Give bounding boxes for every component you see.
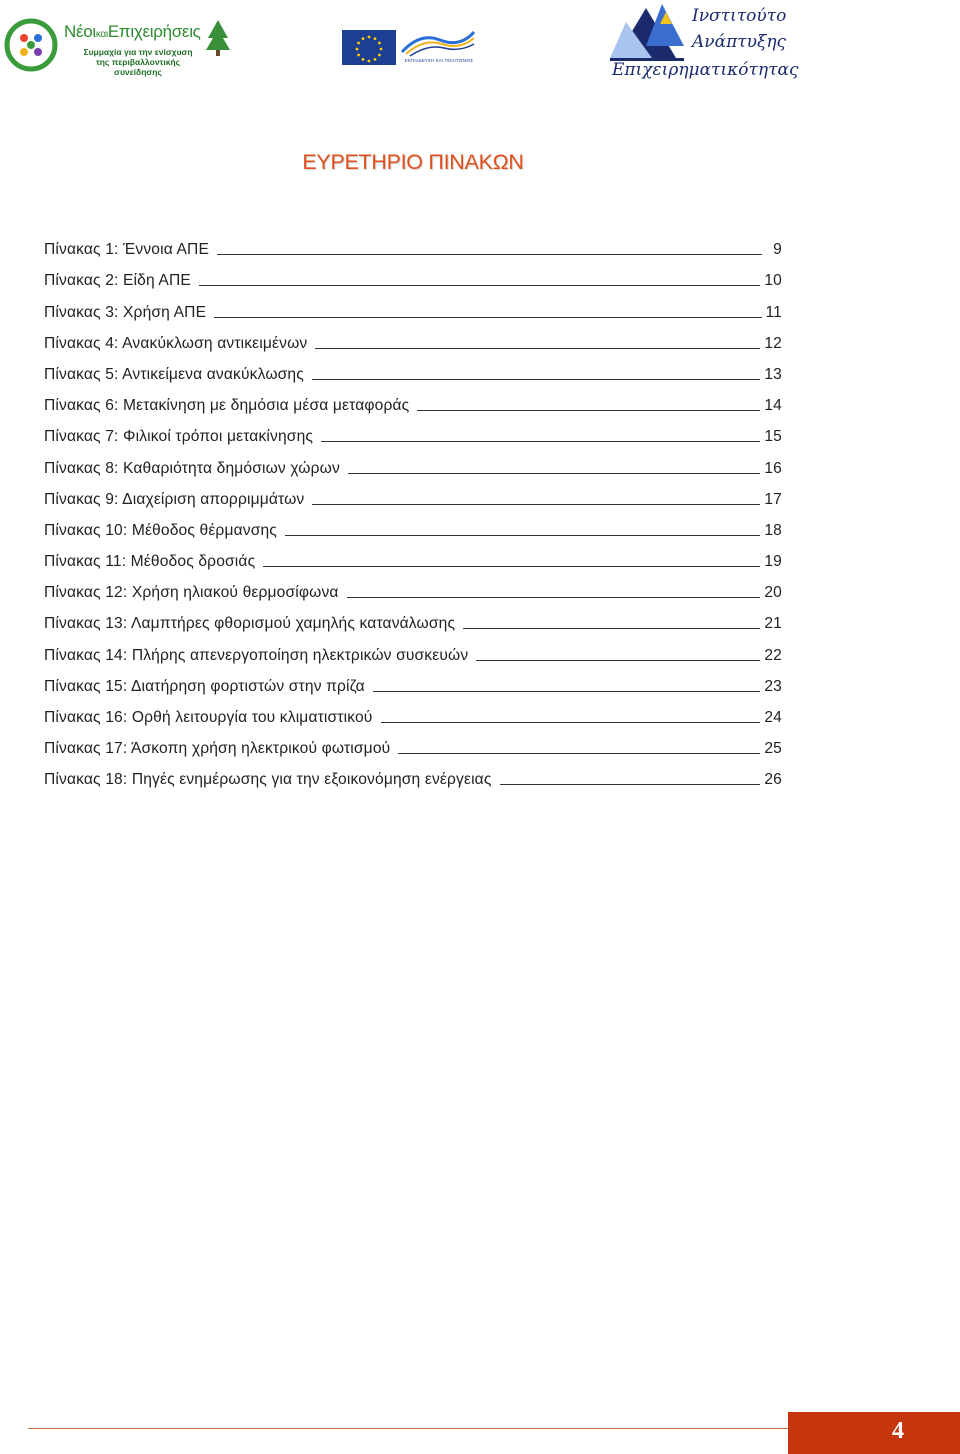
left-logo-tagline: Συμμαχία για την ενίσχυση της περιβαλλοντικής συνείδησης [83,47,193,77]
toc-entry-page: 9 [773,241,782,259]
toc-entry[interactable] [44,634,782,665]
toc-entry-page: 23 [764,677,782,695]
toc-entry[interactable] [44,323,782,354]
toc-entry[interactable] [44,479,782,510]
toc-leader-line [285,535,760,536]
toc-entry-label: Πίνακας 11: Μέθοδος δροσιάς [44,553,256,571]
toc-entry-label: Πίνακας 12: Χρήση ηλιακού θερμοσίφωνα [44,584,339,602]
toc-entry-page: 20 [764,584,782,602]
toc-entry-page: 24 [764,709,782,726]
toc-leader-line [321,441,760,442]
toc-leader-line [214,317,761,318]
toc-entry[interactable] [44,260,782,291]
footer-rule [28,1428,788,1429]
left-logo-name: ΝέοικαιΕπιχειρήσεις [64,22,201,41]
toc-leader-line [348,473,760,474]
page-title: ΕΥΡΕΤΗΡΙΟ ΠΙΝΑΚΩΝ [302,150,524,174]
toc-entry-page: 15 [764,428,782,446]
toc-leader-line [463,628,760,629]
institute-logo-line3: Επιχειρηματικότητας [612,60,799,80]
lifelong-learning-wave-icon [400,28,476,58]
page-number: 4 [892,1418,904,1444]
toc-entry-label: Πίνακας 9: Διαχείριση απορριμμάτων [44,490,305,508]
toc-leader-line [312,504,760,505]
toc-entry-label: Πίνακας 17: Άσκοπη χρήση ηλεκτρικού φωτισμού [44,740,391,758]
toc-leader-line [347,597,761,598]
eu-flag-icon [342,30,396,65]
toc-entry-label: Πίνακας 16: Ορθή λειτουργία του κλιματιστικού [44,709,373,726]
toc-leader-line [263,566,760,567]
neoi-epixeiriseis-logo [4,16,230,77]
toc-entry-label: Πίνακας 15: Διατήρηση φορτιστών στην πρίζα [44,677,365,695]
tree-icon [204,18,232,58]
toc-entry-label: Πίνακας 2: Είδη ΑΠΕ [44,272,191,290]
toc-leader-line [315,348,760,349]
eu-logo-caption: ΕΚΠΑΙΔΕΥΣΗ ΚΑΙ ΠΟΛΙΤΙΣΜΟΣ [404,58,474,63]
toc-entry[interactable] [44,759,782,790]
toc-entry[interactable] [44,385,782,416]
toc-entry-label: Πίνακας 5: Αντικείμενα ανακύκλωσης [44,365,304,383]
toc-entry-label: Πίνακας 10: Μέθοδος θέρμανσης [44,521,277,539]
toc-leader-line [381,722,761,723]
toc-entry-label: Πίνακας 6: Μετακίνηση με δημόσια μέσα μεταφοράς [44,397,410,415]
toc-entry-label: Πίνακας 3: Χρήση ΑΠΕ [44,303,207,321]
people-circle-emblem-icon [4,18,58,72]
toc-entry[interactable] [44,416,782,447]
toc-entry-page: 12 [764,334,782,352]
toc-leader-line [417,410,760,411]
toc-entry-label: Πίνακας 4: Ανακύκλωση αντικειμένων [44,334,308,352]
toc-entry-page: 14 [764,397,782,415]
institute-logo-line2: Ανάπτυξης [692,32,787,52]
toc-entry[interactable] [44,354,782,385]
toc-leader-line [500,784,761,785]
toc-entry-page: 10 [764,272,782,290]
toc-entry-label: Πίνακας 1: Έννοια ΑΠΕ [44,241,210,259]
toc-entry-label: Πίνακας 18: Πηγές ενημέρωσης για την εξοικονόμηση ενέργειας [44,771,492,789]
toc-entry-page: 13 [764,365,782,383]
toc-entry[interactable] [44,510,782,541]
toc-leader-line [199,285,760,286]
toc-entry-page: 16 [764,459,782,477]
toc-entry-label: Πίνακας 13: Λαμπτήρες φθορισμού χαμηλής κατανάλωσης [44,615,456,633]
toc-entry[interactable] [44,447,782,478]
institute-logo [606,2,799,90]
footer-page-box [788,1412,960,1454]
toc-entry[interactable] [44,291,782,322]
toc-entry-page: 11 [765,303,782,321]
toc-entry-page: 26 [764,771,782,789]
toc-entry-page: 18 [764,521,782,539]
toc-entry-page: 17 [764,490,782,508]
toc-entry-page: 19 [764,553,782,571]
toc-entry[interactable] [44,728,782,759]
toc-entry-page: 25 [764,740,782,758]
toc-entry[interactable] [44,697,782,728]
toc-leader-line [312,379,760,380]
toc-entry-label: Πίνακας 8: Καθαριότητα δημόσιων χώρων [44,459,340,477]
eu-lifelong-learning-logo [342,28,477,68]
toc-entry-label: Πίνακας 14: Πλήρης απενεργοποίηση ηλεκτρικών συσκευών [44,646,469,664]
toc-leader-line [217,254,762,255]
toc-leader-line [476,660,760,661]
toc-leader-line [398,753,760,754]
toc-entry-label: Πίνακας 7: Φιλικοί τρόποι μετακίνησης [44,428,314,446]
toc-entry[interactable] [44,541,782,572]
institute-logo-line1: Ινστιτούτο [692,6,787,26]
toc-leader-line [373,691,761,692]
toc-entry[interactable] [44,603,782,634]
table-index-list [44,229,782,790]
toc-entry[interactable] [44,572,782,603]
toc-entry[interactable] [44,666,782,697]
toc-entry-page: 21 [764,615,782,633]
toc-entry[interactable] [44,229,782,260]
toc-entry-page: 22 [764,646,782,664]
